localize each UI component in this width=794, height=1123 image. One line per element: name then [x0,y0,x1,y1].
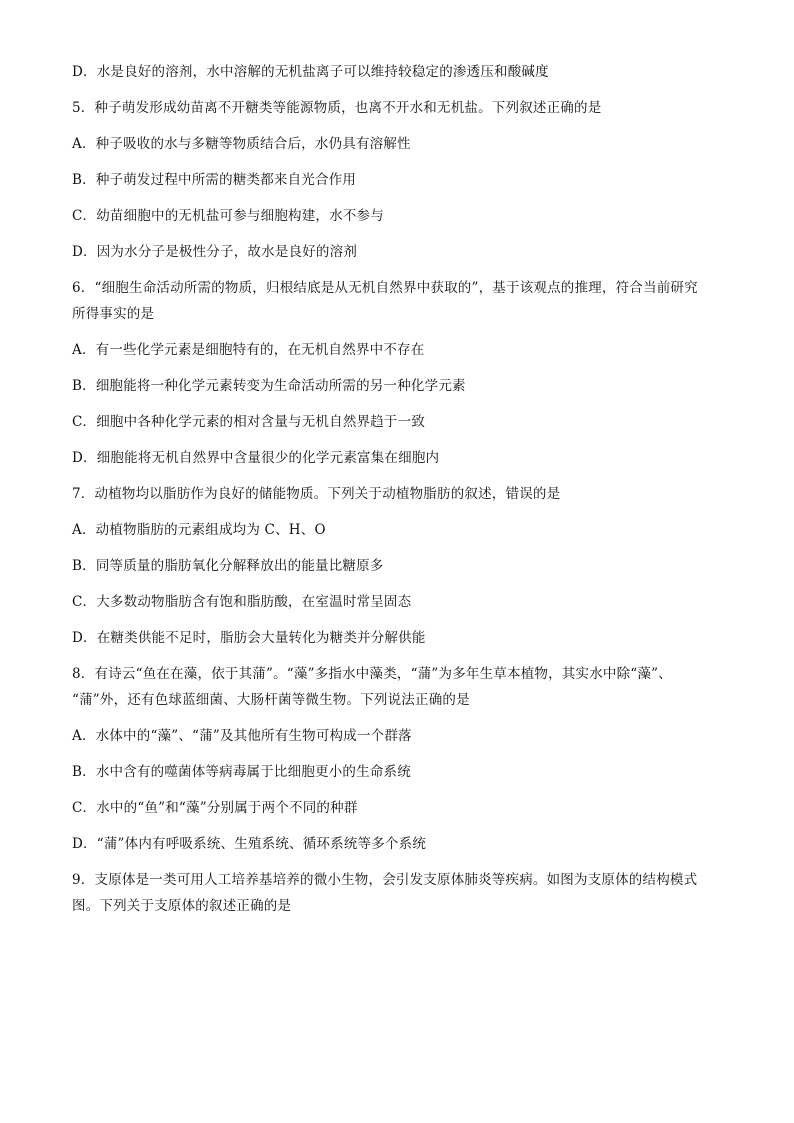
option-b-q8: B．水中含有的噬菌体等病毒属于比细胞更小的生命系统 [72,764,411,780]
question-8-line-2: “蒲”外，还有色球蓝细菌、大肠杆菌等微生物。下列说法正确的是 [72,692,470,708]
option-a-q6: A．有一些化学元素是细胞特有的，在无机自然界中不存在 [72,342,425,358]
question-5: 5．种子萌发形成幼苗离不开糖类等能源物质，也离不开水和无机盐。下列叙述正确的是 [72,100,602,116]
option-d-q6: D．细胞能将无机自然界中含量很少的化学元素富集在细胞内 [72,450,440,466]
option-b-q5: B．种子萌发过程中所需的糖类都来自光合作用 [72,172,357,188]
option-a-q8: A．水体中的“藻”、“蒲”及其他所有生物可构成一个群落 [72,728,412,744]
option-c-q6: C．细胞中各种化学元素的相对含量与无机自然界趋于一致 [72,414,426,430]
question-7: 7．动植物均以脂肪作为良好的储能物质。下列关于动植物脂肪的叙述，错误的是 [72,486,561,502]
question-6-line-1: 6．“细胞生命活动所需的物质，归根结底是从无机自然界中获取的”，基于该观点的推理，符合当前研究 [72,280,698,296]
option-a-q7: A．动植物脂肪的元素组成均为 C、H、O [72,522,326,538]
question-8-line-1: 8．有诗云“鱼在在藻，依于其蒲”。“藻”多指水中藻类，“蒲”为多年生草本植物，其实水中除“藻”、 [72,666,672,682]
question-9-line-1: 9．支原体是一类可用人工培养基培养的微小生物，会引发支原体肺炎等疾病。如图为支原体的结构模式 [72,872,698,888]
option-d-q4: D．水是良好的溶剂，水中溶解的无机盐离子可以维持较稳定的渗透压和酸碱度 [72,64,549,80]
option-d-q8: D．“蒲”体内有呼吸系统、生殖系统、循环系统等多个系统 [72,836,427,852]
option-a-q5: A．种子吸收的水与多糖等物质结合后，水仍具有溶解性 [72,136,411,152]
option-d-q7: D．在糖类供能不足时，脂肪会大量转化为糖类并分解供能 [72,630,426,646]
option-b-q6: B．细胞能将一种化学元素转变为生命活动所需的另一种化学元素 [72,378,466,394]
option-c-q8: C．水中的“鱼”和“藻”分别属于两个不同的种群 [72,800,358,816]
option-c-q5: C．幼苗细胞中的无机盐可参与细胞构建，水不参与 [72,208,384,224]
option-d-q5: D．因为水分子是极性分子，故水是良好的溶剂 [72,244,358,260]
document-page [72,59,722,919]
question-6-line-2: 所得事实的是 [72,306,155,322]
option-c-q7: C．大多数动物脂肪含有饱和脂肪酸，在室温时常呈固态 [72,594,412,610]
option-b-q7: B．同等质量的脂肪氧化分解释放出的能量比糖原多 [72,558,384,574]
question-9-line-2: 图。下列关于支原体的叙述正确的是 [72,898,292,914]
